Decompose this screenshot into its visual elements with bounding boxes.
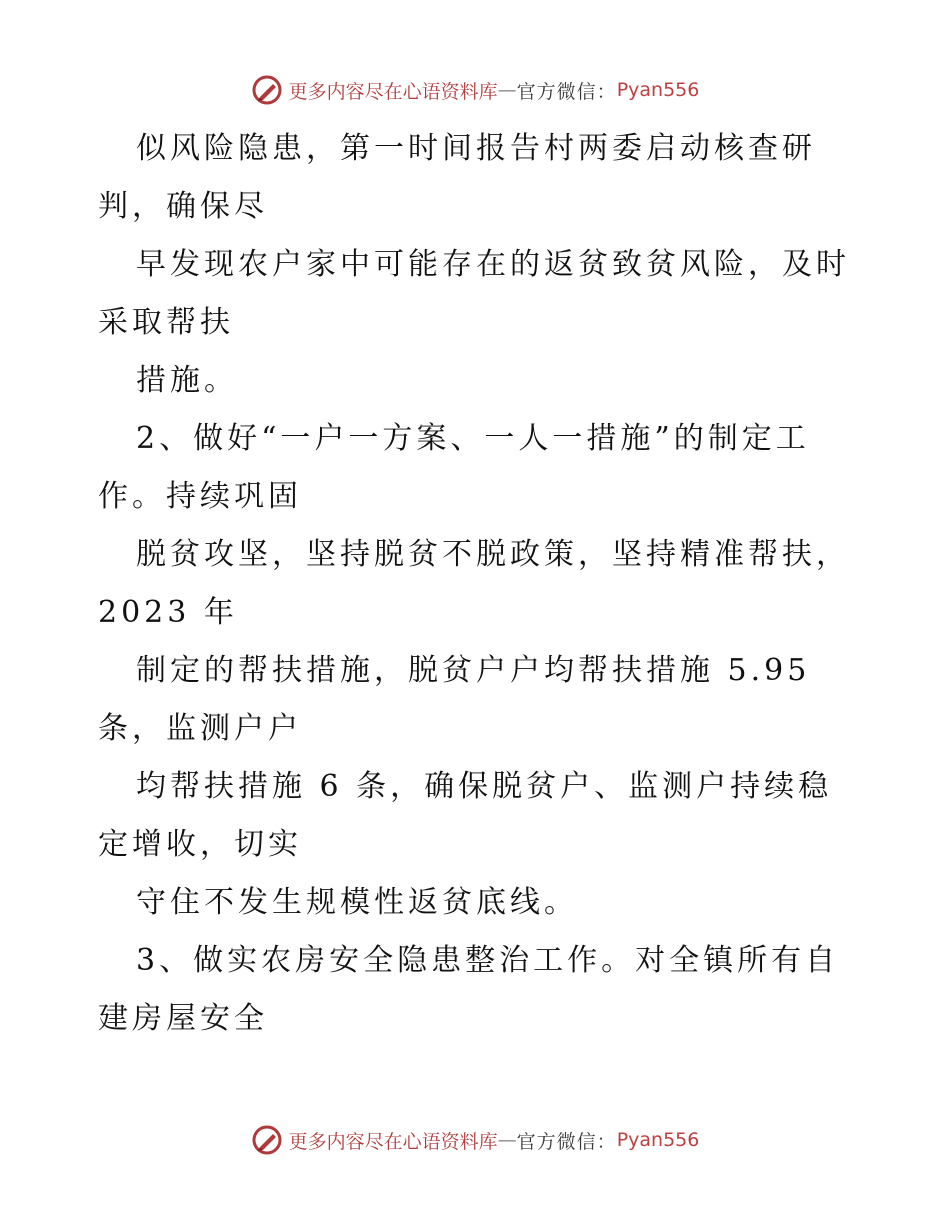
watermark-official-label: 官方微信： xyxy=(516,80,617,103)
text-line: 早发现农户家中可能存在的返贫致贫风险，及时 xyxy=(136,247,850,282)
text-line: 脱贫攻坚，坚持脱贫不脱政策，坚持精准帮扶， xyxy=(136,537,850,572)
pen-logo-icon xyxy=(251,1124,283,1156)
text-line: 2、做好“一户一方案、一人一措施”的制定工 xyxy=(136,421,810,456)
watermark-wechat-id: Pyan556 xyxy=(616,79,700,101)
footer-watermark xyxy=(0,1120,950,1160)
watermark-text: 更多内容尽在心语资料库 xyxy=(288,80,498,103)
text-line: 制定的帮扶措施，脱贫户户均帮扶措施 5.95 xyxy=(136,653,811,688)
text-line: 3、做实农房安全隐患整治工作。对全镇所有自 xyxy=(136,943,840,978)
text-line: 判，确保尽 xyxy=(98,189,268,224)
text-line: 均帮扶措施 6 条，确保脱贫户、监测户持续稳 xyxy=(136,769,833,804)
document-body xyxy=(98,120,858,1048)
watermark-official-label: 官方微信： xyxy=(516,1130,617,1153)
watermark-separator: — xyxy=(497,1129,517,1151)
watermark-separator: — xyxy=(497,79,517,101)
text-line: 条，监测户户 xyxy=(98,711,302,746)
text-line: 守住不发生规模性返贫底线。 xyxy=(136,885,578,920)
text-line: 2023 年 xyxy=(98,595,238,630)
text-line: 采取帮扶 xyxy=(98,305,234,340)
text-line: 似风险隐患，第一时间报告村两委启动核查研 xyxy=(136,131,816,166)
watermark-text: 更多内容尽在心语资料库 xyxy=(288,1130,498,1153)
text-line: 作。持续巩固 xyxy=(98,479,302,514)
text-line: 建房屋安全 xyxy=(98,1001,268,1036)
header-watermark xyxy=(0,70,950,110)
watermark-wechat-id: Pyan556 xyxy=(616,1129,700,1151)
text-line: 定增收，切实 xyxy=(98,827,302,862)
text-line: 措施。 xyxy=(136,363,238,398)
pen-logo-icon xyxy=(251,74,283,106)
